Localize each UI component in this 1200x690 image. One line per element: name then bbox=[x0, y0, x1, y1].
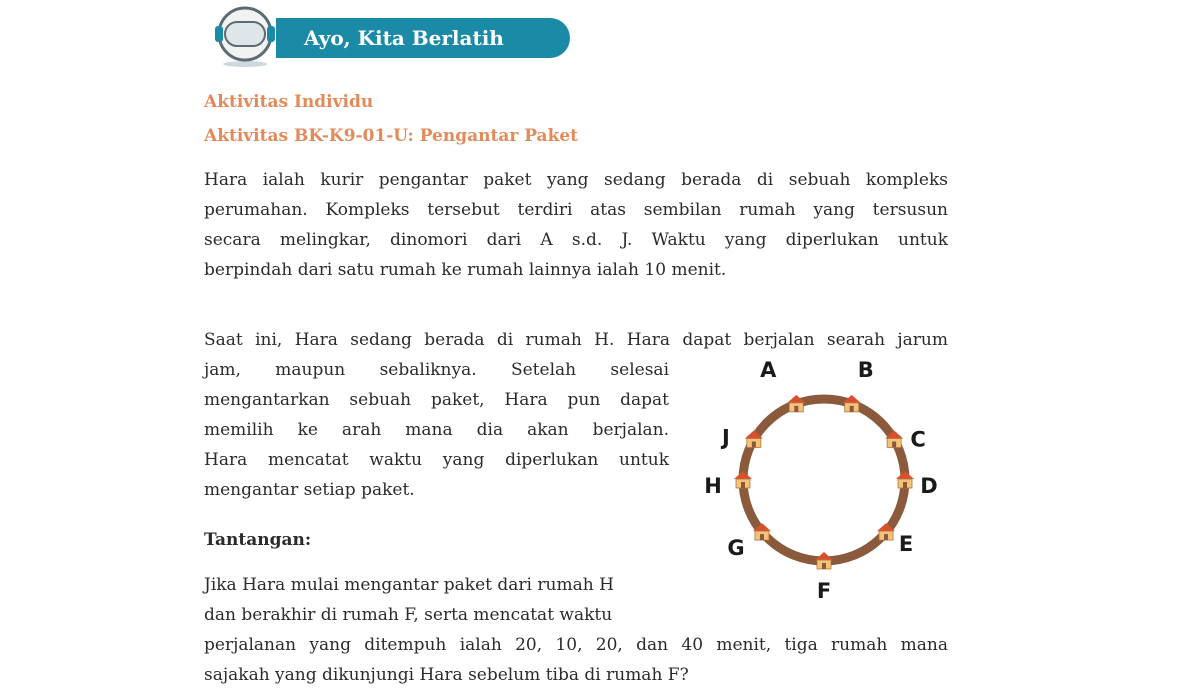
house-label-h: H bbox=[704, 474, 722, 498]
house-label-c: C bbox=[910, 427, 926, 452]
house-label-f: F bbox=[816, 579, 832, 600]
intro-paragraph bbox=[204, 165, 948, 285]
paragraph-line: Jika Hara mulai mengantar paket dari rumah H bbox=[204, 575, 614, 595]
situation-paragraph-first-line bbox=[204, 325, 948, 355]
house-ring-diagram bbox=[700, 360, 950, 600]
paragraph-line: berpindah dari satu rumah ke rumah lainnya ialah 10 menit. bbox=[204, 260, 727, 280]
house-label-d: D bbox=[920, 474, 938, 498]
section-banner: Ayo, Kita Berlatih bbox=[276, 18, 570, 58]
paragraph-line: memilih ke arah mana dia akan berjalan. bbox=[204, 420, 669, 440]
paragraph-line: dan berakhir di rumah F, serta mencatat waktu bbox=[204, 605, 613, 625]
challenge-heading: Tantangan: bbox=[204, 530, 312, 550]
paragraph-line: Hara ialah kurir pengantar paket yang sedang berada di sebuah kompleks bbox=[204, 170, 948, 190]
house-icon bbox=[815, 552, 833, 569]
challenge-paragraph-wide bbox=[204, 630, 948, 690]
paragraph-line: Hara mencatat waktu yang diperlukan untuk bbox=[204, 450, 669, 470]
house-icon bbox=[734, 471, 752, 488]
house-icon bbox=[896, 471, 914, 488]
challenge-paragraph bbox=[204, 570, 669, 630]
paragraph-line: perjalanan yang ditempuh ialah 20, 10, 20, dan 40 menit, tiga rumah mana bbox=[204, 635, 948, 655]
situation-paragraph bbox=[204, 355, 669, 505]
paragraph-line: Saat ini, Hara sedang berada di rumah H. Hara dapat berjalan searah jarum bbox=[204, 330, 948, 350]
house-label-e: E bbox=[898, 532, 914, 557]
paragraph-line: mengantarkan sebuah paket, Hara pun dapat bbox=[204, 390, 669, 410]
paragraph-line: sajakah yang dikunjungi Hara sebelum tiba di rumah F? bbox=[204, 665, 689, 685]
paragraph-line: jam, maupun sebaliknya. Setelah selesai bbox=[204, 360, 669, 380]
paragraph-line: secara melingkar, dinomori dari A s.d. J. Waktu yang diperlukan untuk bbox=[204, 230, 948, 250]
paragraph-line: perumahan. Kompleks tersebut terdiri atas sembilan rumah yang tersusun bbox=[204, 200, 948, 220]
house-label-a: A bbox=[760, 360, 777, 382]
helmet-icon bbox=[211, 4, 279, 68]
house-label-g: G bbox=[727, 536, 745, 561]
activity-type: Aktivitas Individu bbox=[204, 92, 374, 112]
activity-title: Aktivitas BK-K9-01-U: Pengantar Paket bbox=[204, 126, 579, 146]
house-label-j: J bbox=[721, 425, 730, 450]
house-label-b: B bbox=[857, 360, 874, 382]
paragraph-line: mengantar setiap paket. bbox=[204, 480, 415, 500]
